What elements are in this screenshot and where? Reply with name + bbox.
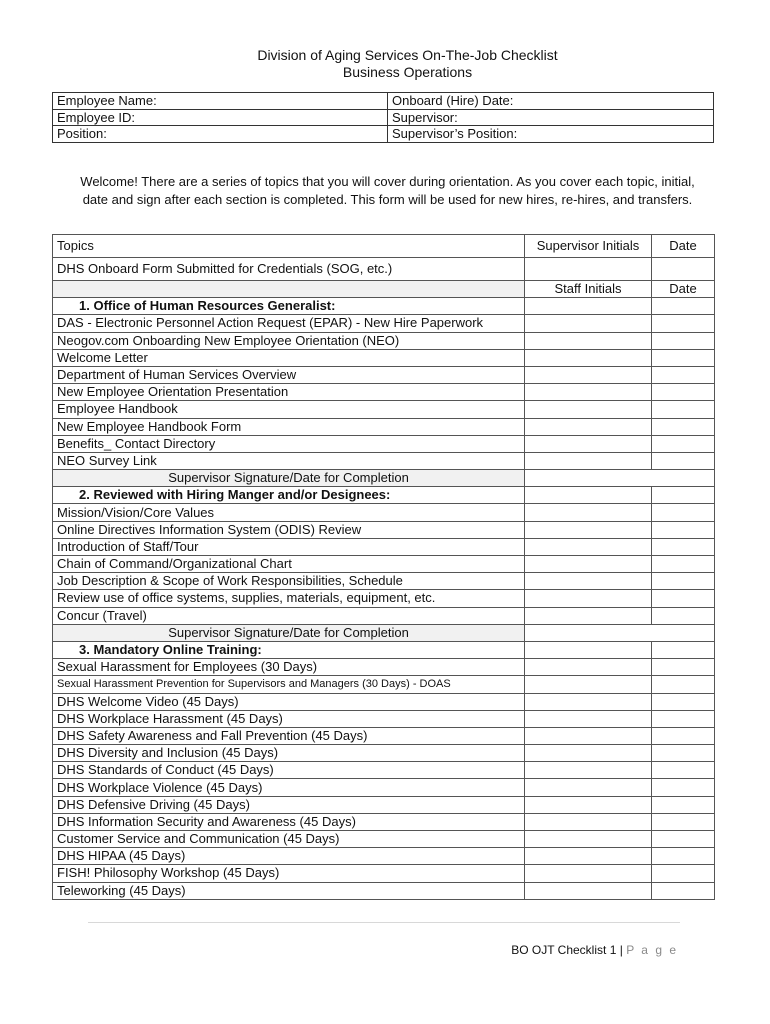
topic-item: DHS HIPAA (45 Days) bbox=[53, 848, 525, 865]
date-cell[interactable] bbox=[652, 556, 715, 573]
topic-item: Teleworking (45 Days) bbox=[53, 882, 525, 899]
topic-item: Online Directives Information System (ODIS) Review bbox=[53, 521, 525, 538]
staff-initials-cell[interactable] bbox=[525, 298, 652, 315]
date-cell[interactable] bbox=[652, 401, 715, 418]
table-row bbox=[53, 521, 715, 538]
signature-label: Supervisor Signature/Date for Completion bbox=[53, 624, 525, 641]
footer-label: BO OJT Checklist bbox=[511, 943, 607, 957]
date-cell[interactable] bbox=[652, 487, 715, 504]
topic-item: DHS Defensive Driving (45 Days) bbox=[53, 796, 525, 813]
date-cell[interactable] bbox=[652, 882, 715, 899]
staff-initials-cell[interactable] bbox=[525, 710, 652, 727]
date-cell[interactable] bbox=[652, 418, 715, 435]
signature-cell[interactable] bbox=[525, 624, 715, 641]
table-row bbox=[53, 848, 715, 865]
table-row bbox=[53, 727, 715, 744]
date-cell[interactable] bbox=[652, 727, 715, 744]
topic-item: Employee Handbook bbox=[53, 401, 525, 418]
welcome-text: Welcome! There are a series of topics that you will cover during orientation. As you cover each topic, initial, date and sign after each section is completed. This form will be used for new hires, re-hires, and transfers. bbox=[80, 174, 695, 207]
topic-item: New Employee Orientation Presentation bbox=[53, 384, 525, 401]
topics-header: Topics bbox=[53, 235, 525, 258]
staff-initials-cell[interactable] bbox=[525, 796, 652, 813]
topic-item: Chain of Command/Organizational Chart bbox=[53, 556, 525, 573]
date-cell[interactable] bbox=[652, 796, 715, 813]
staff-initials-cell[interactable] bbox=[525, 418, 652, 435]
table-row bbox=[53, 573, 715, 590]
topic-item: Sexual Harassment Prevention for Supervisors and Managers (30 Days) - DOAS bbox=[53, 676, 525, 693]
date-cell[interactable] bbox=[652, 590, 715, 607]
topic-item: Benefits_ Contact Directory bbox=[53, 435, 525, 452]
topic-item: DHS Diversity and Inclusion (45 Days) bbox=[53, 745, 525, 762]
date-cell[interactable] bbox=[652, 504, 715, 521]
topic-item: DHS Welcome Video (45 Days) bbox=[53, 693, 525, 710]
checklist-table bbox=[52, 234, 715, 900]
date-cell[interactable] bbox=[652, 435, 715, 452]
date-cell[interactable] bbox=[652, 384, 715, 401]
employee-name-field[interactable]: Employee Name: bbox=[53, 93, 388, 110]
date-cell[interactable] bbox=[652, 258, 715, 281]
date-cell[interactable] bbox=[652, 779, 715, 796]
topic-item: Concur (Travel) bbox=[53, 607, 525, 624]
staff-initials-cell[interactable] bbox=[525, 813, 652, 830]
section-1-title: 1. Office of Human Resources Generalist: bbox=[53, 298, 525, 315]
date-cell[interactable] bbox=[652, 865, 715, 882]
date-cell[interactable] bbox=[652, 831, 715, 848]
date-cell[interactable] bbox=[652, 298, 715, 315]
table-row bbox=[53, 659, 715, 676]
staff-initials-cell[interactable] bbox=[525, 556, 652, 573]
topic-item: Neogov.com Onboarding New Employee Orientation (NEO) bbox=[53, 332, 525, 349]
topic-item: Job Description & Scope of Work Responsibilities, Schedule bbox=[53, 573, 525, 590]
topic-item: Introduction of Staff/Tour bbox=[53, 538, 525, 555]
date-header: Date bbox=[652, 235, 715, 258]
topic-item: Sexual Harassment for Employees (30 Days) bbox=[53, 659, 525, 676]
table-row bbox=[53, 401, 715, 418]
staff-initials-cell[interactable] bbox=[525, 538, 652, 555]
date-cell[interactable] bbox=[652, 848, 715, 865]
supervisor-field[interactable]: Supervisor: bbox=[388, 109, 714, 126]
staff-initials-cell[interactable] bbox=[525, 727, 652, 744]
staff-initials-cell[interactable] bbox=[525, 452, 652, 469]
employee-id-field[interactable]: Employee ID: bbox=[53, 109, 388, 126]
staff-initials-cell[interactable] bbox=[525, 779, 652, 796]
topic-item: DHS Information Security and Awareness (45 Days) bbox=[53, 813, 525, 830]
supervisor-initials-header: Supervisor Initials bbox=[525, 235, 652, 258]
date-cell[interactable] bbox=[652, 659, 715, 676]
topic-item: Review use of office systems, supplies, materials, equipment, etc. bbox=[53, 590, 525, 607]
table-row bbox=[53, 831, 715, 848]
table-row bbox=[53, 315, 715, 332]
staff-initials-cell[interactable] bbox=[525, 659, 652, 676]
table-row bbox=[53, 745, 715, 762]
staff-initials-cell[interactable] bbox=[525, 366, 652, 383]
staff-initials-cell[interactable] bbox=[525, 693, 652, 710]
date-cell[interactable] bbox=[652, 676, 715, 693]
staff-header-row bbox=[53, 281, 715, 298]
date-cell[interactable] bbox=[652, 693, 715, 710]
table-row bbox=[53, 366, 715, 383]
staff-initials-cell[interactable] bbox=[525, 607, 652, 624]
table-row bbox=[53, 349, 715, 366]
footer-separator: | bbox=[619, 943, 623, 957]
table-row bbox=[53, 332, 715, 349]
topic-item: DHS Workplace Harassment (45 Days) bbox=[53, 710, 525, 727]
page-footer bbox=[511, 943, 678, 957]
section-1-signature-row bbox=[53, 470, 715, 487]
table-row bbox=[53, 504, 715, 521]
date-cell[interactable] bbox=[652, 641, 715, 658]
employee-info-table bbox=[52, 92, 714, 143]
table-row bbox=[53, 418, 715, 435]
staff-initials-header: Staff Initials bbox=[525, 281, 652, 298]
onboard-form-label: DHS Onboard Form Submitted for Credentials (SOG, etc.) bbox=[53, 258, 525, 281]
topic-item: DAS - Electronic Personnel Action Request (EPAR) - New Hire Paperwork bbox=[53, 315, 525, 332]
signature-label: Supervisor Signature/Date for Completion bbox=[53, 470, 525, 487]
topic-item: Welcome Letter bbox=[53, 349, 525, 366]
staff-initials-cell[interactable] bbox=[525, 521, 652, 538]
date-cell[interactable] bbox=[652, 573, 715, 590]
section-1-heading-row bbox=[53, 298, 715, 315]
onboard-form-row bbox=[53, 258, 715, 281]
section-title: 2. Reviewed with Hiring Manger and/or Designees: bbox=[53, 487, 525, 504]
footer-page-word: P a g e bbox=[626, 943, 678, 957]
table-row bbox=[53, 590, 715, 607]
footer-page-number: 1 bbox=[609, 943, 617, 957]
signature-cell[interactable] bbox=[525, 470, 715, 487]
topic-item: DHS Safety Awareness and Fall Prevention (45 Days) bbox=[53, 727, 525, 744]
staff-initials-cell[interactable] bbox=[525, 676, 652, 693]
staff-initials-cell[interactable] bbox=[525, 641, 652, 658]
title-line-2: Business Operations bbox=[342, 64, 473, 80]
table-row bbox=[53, 796, 715, 813]
staff-initials-cell[interactable] bbox=[525, 831, 652, 848]
table-row bbox=[53, 882, 715, 899]
date-cell[interactable] bbox=[652, 349, 715, 366]
table-row bbox=[53, 813, 715, 830]
table-row bbox=[53, 762, 715, 779]
staff-initials-cell[interactable] bbox=[525, 384, 652, 401]
staff-initials-cell[interactable] bbox=[525, 865, 652, 882]
table-row bbox=[53, 384, 715, 401]
staff-initials-cell[interactable] bbox=[525, 401, 652, 418]
date-cell[interactable] bbox=[652, 710, 715, 727]
staff-initials-cell[interactable] bbox=[525, 882, 652, 899]
table-row bbox=[53, 779, 715, 796]
topic-item: Customer Service and Communication (45 Days) bbox=[53, 831, 525, 848]
staff-initials-cell[interactable] bbox=[525, 504, 652, 521]
date-cell[interactable] bbox=[652, 813, 715, 830]
topic-item: Mission/Vision/Core Values bbox=[53, 504, 525, 521]
staff-initials-cell[interactable] bbox=[525, 762, 652, 779]
topic-item: DHS Standards of Conduct (45 Days) bbox=[53, 762, 525, 779]
staff-initials-cell[interactable] bbox=[525, 435, 652, 452]
staff-initials-cell[interactable] bbox=[525, 332, 652, 349]
staff-header-blank bbox=[53, 281, 525, 298]
document-title bbox=[0, 47, 770, 81]
staff-initials-cell[interactable] bbox=[525, 590, 652, 607]
date-cell[interactable] bbox=[652, 332, 715, 349]
table-row bbox=[53, 452, 715, 469]
table-row bbox=[53, 676, 715, 693]
topic-item: NEO Survey Link bbox=[53, 452, 525, 469]
onboard-date-field[interactable]: Onboard (Hire) Date: bbox=[388, 93, 714, 110]
topic-item: FISH! Philosophy Workshop (45 Days) bbox=[53, 865, 525, 882]
date-header-2: Date bbox=[652, 281, 715, 298]
table-row bbox=[53, 710, 715, 727]
staff-initials-cell[interactable] bbox=[525, 349, 652, 366]
supervisor-position-field[interactable]: Supervisor’s Position: bbox=[388, 126, 714, 143]
date-cell[interactable] bbox=[652, 452, 715, 469]
section-title: 3. Mandatory Online Training: bbox=[53, 641, 525, 658]
staff-initials-cell[interactable] bbox=[525, 848, 652, 865]
section-2-heading-row bbox=[53, 487, 715, 504]
topic-item: New Employee Handbook Form bbox=[53, 418, 525, 435]
topic-item: Department of Human Services Overview bbox=[53, 366, 525, 383]
staff-initials-cell[interactable] bbox=[525, 573, 652, 590]
table-row bbox=[53, 556, 715, 573]
staff-initials-cell[interactable] bbox=[525, 315, 652, 332]
section-2-signature-row bbox=[53, 624, 715, 641]
date-cell[interactable] bbox=[652, 762, 715, 779]
date-cell[interactable] bbox=[652, 315, 715, 332]
table-row bbox=[53, 435, 715, 452]
date-cell[interactable] bbox=[652, 521, 715, 538]
staff-initials-cell[interactable] bbox=[525, 487, 652, 504]
supervisor-initials-cell[interactable] bbox=[525, 258, 652, 281]
topic-item: DHS Workplace Violence (45 Days) bbox=[53, 779, 525, 796]
date-cell[interactable] bbox=[652, 538, 715, 555]
date-cell[interactable] bbox=[652, 607, 715, 624]
title-line-1: Division of Aging Services On-The-Job Checklist bbox=[257, 47, 558, 63]
date-cell[interactable] bbox=[652, 366, 715, 383]
footer-divider bbox=[88, 922, 680, 923]
table-row bbox=[53, 693, 715, 710]
section-3-heading-row bbox=[53, 641, 715, 658]
table-row bbox=[53, 607, 715, 624]
table-row bbox=[53, 538, 715, 555]
staff-initials-cell[interactable] bbox=[525, 745, 652, 762]
date-cell[interactable] bbox=[652, 745, 715, 762]
table-header-row bbox=[53, 235, 715, 258]
position-field[interactable]: Position: bbox=[53, 126, 388, 143]
table-row bbox=[53, 865, 715, 882]
